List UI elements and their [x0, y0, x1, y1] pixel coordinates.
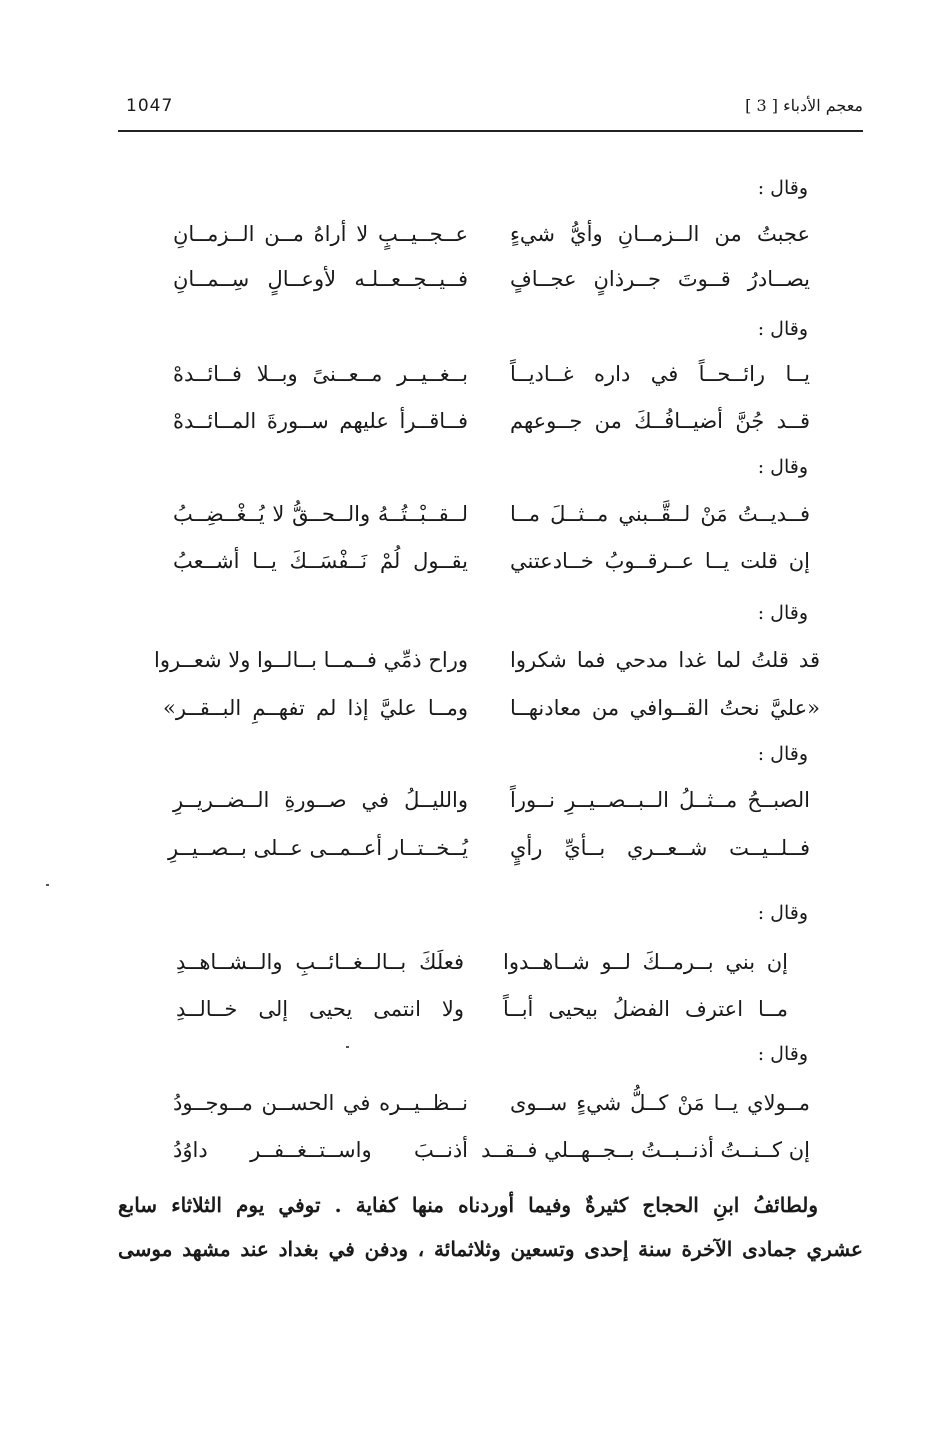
poem-intro: وقال : — [757, 1043, 808, 1065]
verse-second-hemistich: نــظــيــره في الحســن مــوجــودُ — [173, 1091, 468, 1115]
verse-first-hemistich: فــديــتُ مَنْ لــقَّــبني مــثــلَ مــا — [510, 502, 810, 526]
running-title: معجم الأدباء [ 3 ] — [745, 96, 863, 115]
verse-second-hemistich: لــقــبْــتُــهُ والــحــقُّ لا يُــغْــضِــبُ — [173, 502, 468, 526]
prose-line: عشري جمادى الآخرة سنة إحدى وتسعين وثلاثمائة ، ودفن في بغداد عند مشهد موسى — [118, 1237, 863, 1261]
prose-line: ولطائفُ ابنِ الحجاج كثيرةٌ وفيما أوردناه منها كفاية . توفي يوم الثلاثاء سابع — [118, 1193, 818, 1217]
verse-first-hemistich: عجبتُ من الــزمــانِ وأيُّ شيءٍ — [510, 222, 810, 246]
verse-first-hemistich: قــد جُنَّ أضيــافُــكَ من جــوعهم — [510, 409, 810, 433]
poem-intro: وقال : — [757, 743, 808, 765]
scan-speck — [346, 1046, 349, 1048]
verse-first-hemistich: يــا رائــحــاً في داره غــاديــاً — [510, 362, 810, 386]
verse-first-hemistich: الصبــحُ مــثــلُ الــبــصــيــرِ نــوراً — [510, 788, 810, 812]
poem-intro: وقال : — [757, 318, 808, 340]
verse-first-hemistich: يصــادرُ قــوتَ جــرذانٍ عجــافٍ — [510, 267, 810, 291]
verse-second-hemistich: فــيــجــعــلـه لأوعــالٍ سِــمــانِ — [173, 267, 468, 291]
poem-intro: وقال : — [757, 456, 808, 478]
verse-second-hemistich: عــجــيــبٍ لا أراهُ مــن الــزمــانِ — [173, 222, 468, 246]
verse-second-hemistich: أذنــبَ واســتــغــفــر داوُدُ — [173, 1138, 468, 1162]
verse-first-hemistich: إن كــنــتُ أذنــبــتُ بــجــهــلي فــقــد — [481, 1138, 810, 1162]
verse-second-hemistich: ولا انتمى يحيى إلى خــالــدِ — [176, 997, 464, 1021]
verse-second-hemistich: بــغــيــر مــعــنىً وبــلا فــائــدهْ — [173, 362, 468, 386]
verse-first-hemistich: إن بني بــرمــكَ لــو شــاهــدوا — [503, 950, 788, 974]
verse-first-hemistich: إن قلت يــا عــرقــوبُ خــادعتني — [510, 549, 810, 573]
verse-first-hemistich: مــا اعترف الفضلُ بيحيى أبــاً — [503, 997, 788, 1021]
scan-speck — [46, 884, 49, 886]
verse-second-hemistich: يقــول لُمْ نَــفْسَــكَ يــا أشــعبُ — [173, 549, 468, 573]
poem-intro: وقال : — [757, 602, 808, 624]
verse-second-hemistich: ومــا عليَّ إذا لم تفهــمِ البــقــر» — [163, 696, 468, 720]
verse-first-hemistich: «عليَّ نحتُ القــوافي من معادنهــا — [510, 696, 820, 720]
poem-intro: وقال : — [757, 177, 808, 199]
verse-second-hemistich: وراح ذمِّي فــمــا بــالــوا ولا شعــروا — [154, 648, 468, 672]
verse-second-hemistich: فــاقــرأ عليهم ســورةَ المــائــدهْ — [173, 409, 468, 433]
verse-first-hemistich: فــلــيــت شــعــري بــأيِّ رأيٍ — [510, 836, 810, 860]
page-header — [118, 94, 863, 132]
verse-second-hemistich: يُــخــتــار أعــمــى عــلى بــصــيــرِ — [167, 836, 468, 860]
verse-first-hemistich: قد قلتُ لما غدا مدحي فما شكروا — [510, 648, 820, 672]
page-number: 1047 — [126, 96, 174, 116]
verse-second-hemistich: والليــلُ في صــورةِ الــضــريــرِ — [173, 788, 468, 812]
verse-first-hemistich: مــولاي يــا مَنْ كــلُّ شيءٍ ســوى — [510, 1091, 810, 1115]
poem-intro: وقال : — [757, 902, 808, 924]
verse-second-hemistich: فعلَكَ بــالــغــائــبِ والــشــاهــدِ — [176, 950, 464, 974]
